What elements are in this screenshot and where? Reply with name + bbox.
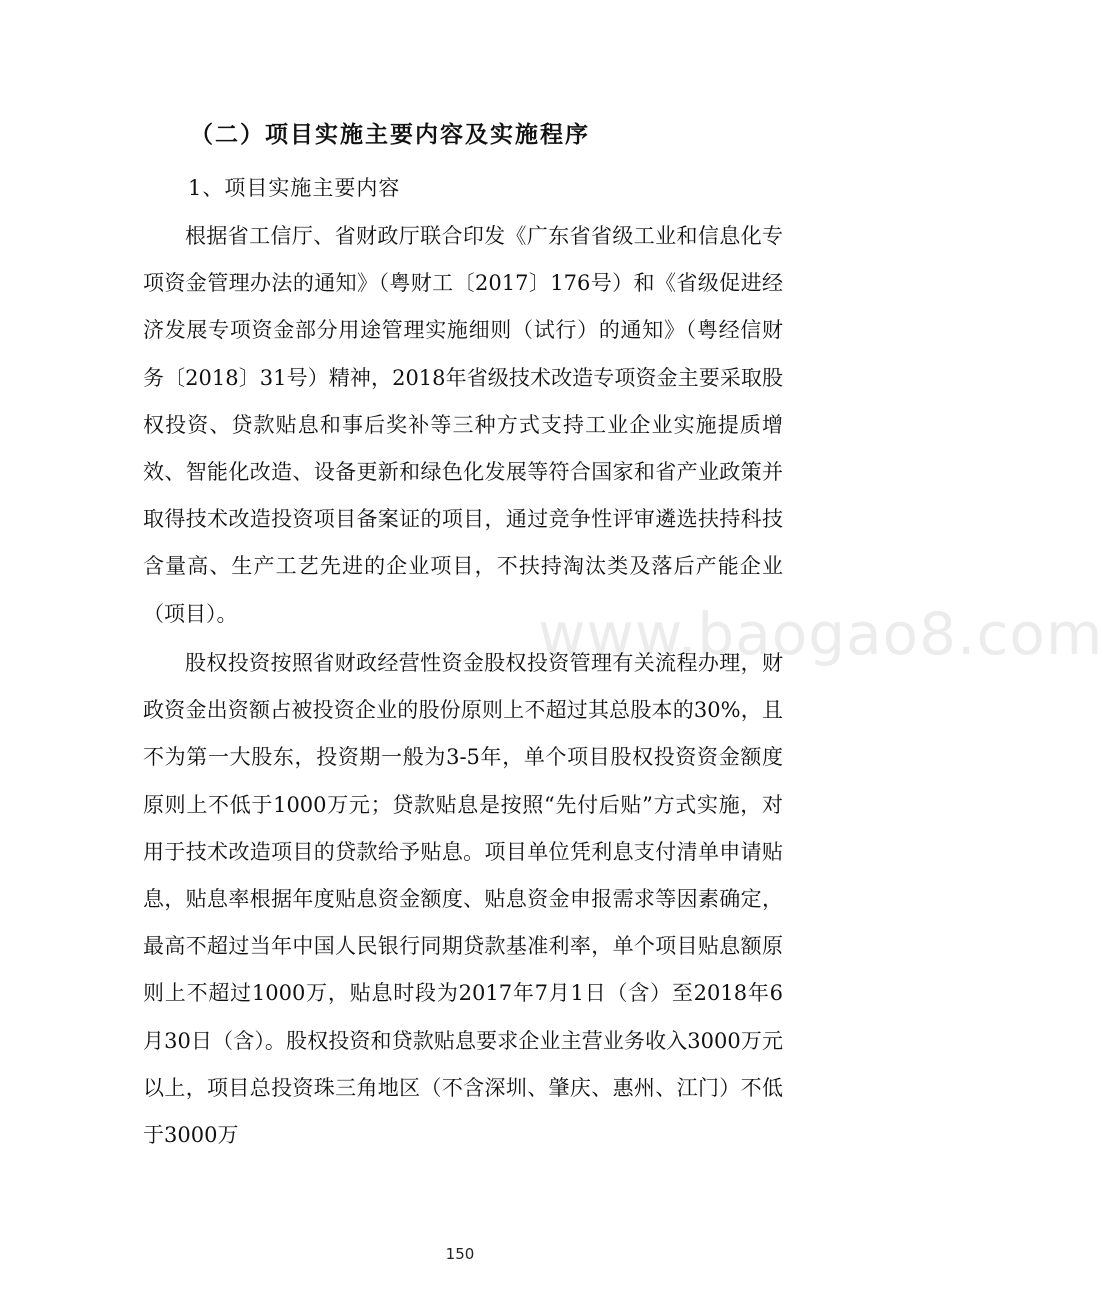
page-number: 150 bbox=[445, 1245, 475, 1263]
section-heading: （二）项目实施主要内容及实施程序 bbox=[190, 121, 590, 148]
watermark: www.baogao8.com bbox=[538, 600, 1103, 668]
paragraph: 股权投资按照省财政经营性资金股权投资管理有关流程办理，财政资金出资额占被投资企业的股份原则上不超过其总股本的30%，且不为第一大股东，投资期一般为3-5年，单个项目股权投资资金额度原则上不低于1000万元；贷款贴息是按照“先付后贴”方式实施，对用于技术改造项目的贷款给予贴息。项目单位凭利息支付清单申请贴息，贴息率根据年度贴息资金额度、贴息资金申报需求等因素确定，最高不超过当年中国人民银行同期贷款基准利率，单个项目贴息额原则上不超过1000万，贴息时段为2017年7月1日（含）至2018年6月30日（含）。股权投资和贷款贴息要求企业主营业务收入3000万元以上，项目总投资珠三角地区（不含深圳、肇庆、惠州、江门）不低于3000万 bbox=[143, 651, 783, 1148]
paragraph: 根据省工信厅、省财政厅联合印发《广东省省级工业和信息化专项资金管理办法的通知》（粤财工〔2017〕176号）和《省级促进经济发展专项资金部分用途管理实施细则（试行）的通知》（粤经信财务〔2018〕31号）精神，2018年省级技术改造专项资金主要采取股权投资、贷款贴息和事后奖补等三种方式支持工业企业实施提质增效、智能化改造、设备更新和绿色化发展等符合国家和省产业政策并取得技术改造投资项目备案证的项目，通过竞争性评审遴选扶持科技含量高、生产工艺先进的企业项目，不扶持淘汰类及落后产能企业（项目）。 bbox=[143, 224, 783, 626]
paragraph-2-block bbox=[143, 640, 783, 1159]
subsection-heading: 1、项目实施主要内容 bbox=[188, 176, 401, 200]
paragraph-1-block bbox=[143, 213, 783, 638]
